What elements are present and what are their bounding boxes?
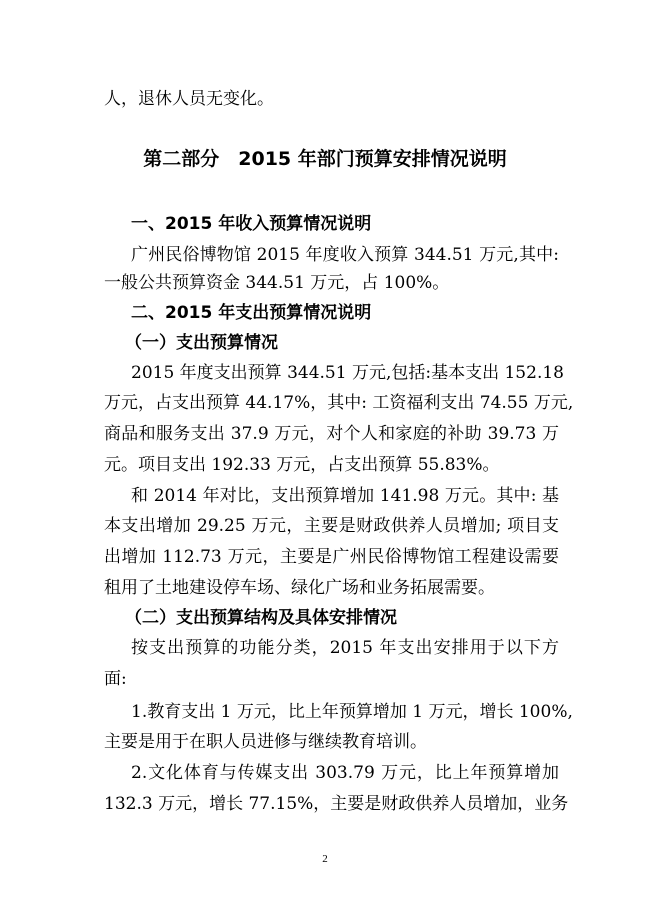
- sub1-para2-line-4: 租用了土地建设停车场、绿化广场和业务拓展需要。: [104, 578, 495, 598]
- sub2-item1-line-1: 1.教育支出 1 万元，比上年预算增加 1 万元，增长 100%,: [131, 702, 573, 722]
- sub1-para2-line-1: 和 2014 年对比，支出预算增加 141.98 万元。其中: 基: [131, 486, 559, 506]
- sub1-para1-line-1: 2015 年度支出预算 344.51 万元,包括:基本支出 152.18: [131, 363, 564, 383]
- section1-line-2: 一般公共预算资金 344.51 万元，占 100%。: [104, 273, 450, 293]
- sub1-para1-line-4: 元。项目支出 192.33 万元，占支出预算 55.83%。: [104, 455, 500, 475]
- sub2-intro-line-2: 面:: [104, 669, 127, 689]
- sub2-intro-line-1: 按支出预算的功能分类，2015 年支出安排用于以下方: [131, 638, 559, 658]
- sub2-item1-line-2: 主要是用于在职人员进修与继续教育培训。: [104, 732, 427, 752]
- sub1-para1-line-2: 万元，占支出预算 44.17%，其中: 工资福利支出 74.55 万元,: [104, 393, 574, 413]
- sub2-item2-line-2: 132.3 万元，增长 77.15%，主要是财政供养人员增加，业务: [104, 794, 569, 814]
- sub1-para2-line-2: 本支出增加 29.25 万元，主要是财政供养人员增加; 项目支: [104, 516, 559, 536]
- page-number: 2: [322, 853, 328, 865]
- sub1-heading: （一）支出预算情况: [125, 333, 278, 353]
- part-title: 第二部分 2015 年部门预算安排情况说明: [143, 148, 507, 170]
- sub1-para2-line-3: 出增加 112.73 万元，主要是广州民俗博物馆工程建设需要: [104, 547, 559, 567]
- section1-line-1: 广州民俗博物馆 2015 年度收入预算 344.51 万元,其中:: [131, 245, 559, 265]
- sub2-heading: （二）支出预算结构及具体安排情况: [125, 608, 397, 628]
- section1-heading: 一、2015 年收入预算情况说明: [131, 214, 372, 234]
- sub1-para1-line-3: 商品和服务支出 37.9 万元，对个人和家庭的补助 39.73 万: [104, 424, 559, 444]
- section2-heading: 二、2015 年支出预算情况说明: [131, 303, 372, 323]
- sub2-item2-line-1: 2.文化体育与传媒支出 303.79 万元，比上年预算增加: [131, 763, 559, 783]
- continuation-line: 人，退休人员无变化。: [104, 89, 274, 109]
